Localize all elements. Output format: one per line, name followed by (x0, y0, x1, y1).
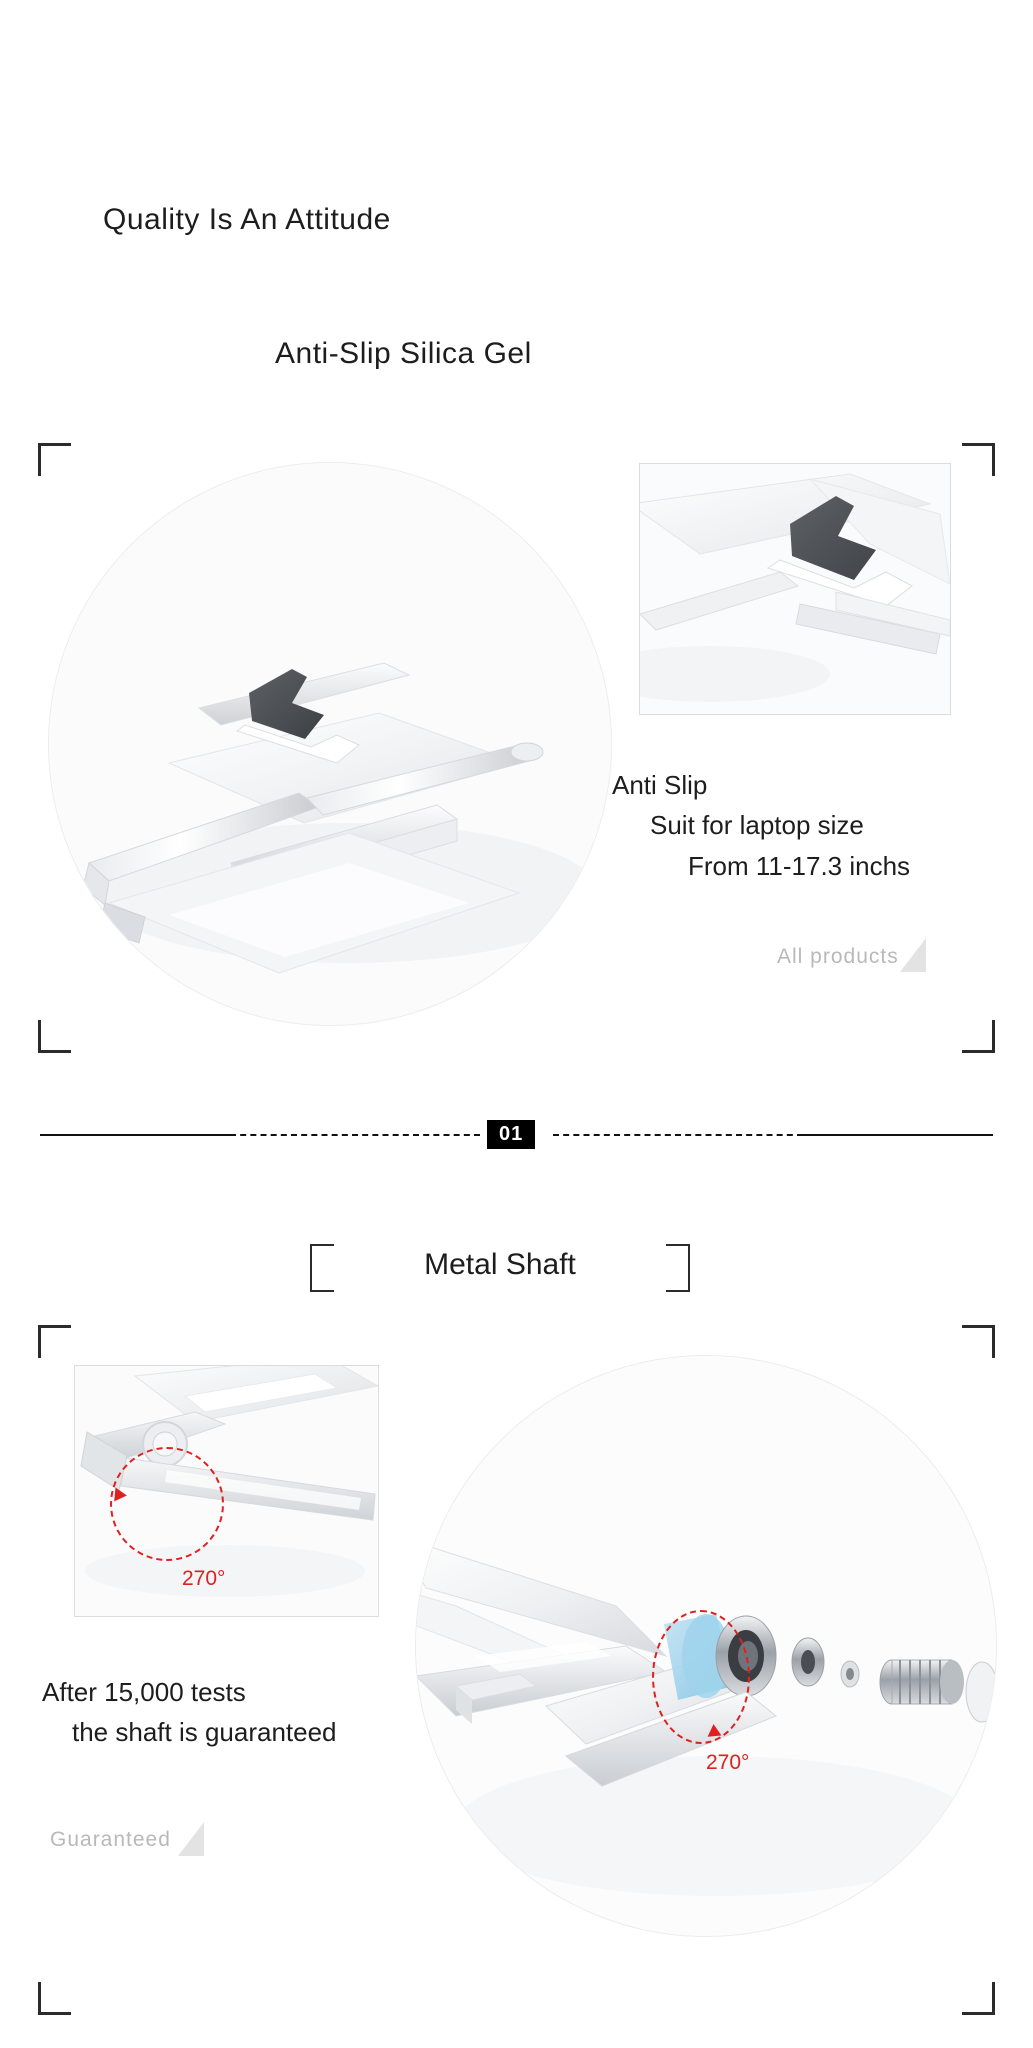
antislip-caption-line-2: Suit for laptop size (650, 810, 864, 841)
frame2-corner-top-right (962, 1325, 995, 1358)
antislip-caption (612, 765, 910, 886)
watermark-guaranteed: Guaranteed (50, 1828, 171, 1851)
frame-corner-bottom-right (962, 1020, 995, 1053)
shaft-caption-line-2: the shaft is guaranteed (72, 1717, 337, 1748)
antislip-inset-photo (639, 463, 951, 715)
antislip-caption-line-1: Anti Slip (612, 770, 708, 800)
laptop-stand-illustration (49, 463, 611, 1025)
divider-dash-right (553, 1134, 803, 1136)
angle-label-main: 270° (706, 1751, 750, 1774)
watermark-slash-icon-2 (178, 1822, 204, 1856)
shaft-caption-line-1: After 15,000 tests (42, 1677, 246, 1707)
divider-number-badge: 01 (487, 1120, 535, 1149)
frame-corner-top-right (962, 443, 995, 476)
watermark-all-products: All products (777, 945, 899, 968)
divider-dash-left (230, 1134, 480, 1136)
section-2-title-wrap (310, 1240, 690, 1300)
rotation-indicator-main (652, 1610, 750, 1744)
antislip-main-photo (48, 462, 612, 1026)
section-divider (40, 1120, 993, 1150)
frame2-corner-top-left (38, 1325, 71, 1358)
watermark-slash-icon-1 (900, 938, 926, 972)
antislip-caption-line-3: From 11-17.3 inchs (688, 850, 911, 881)
frame2-corner-bottom-left (38, 1982, 71, 2015)
frame2-corner-bottom-right (962, 1982, 995, 2015)
rotation-indicator-inset (110, 1447, 224, 1561)
divider-solid-left (40, 1134, 230, 1136)
shaft-caption (42, 1672, 337, 1753)
page-tagline: Quality Is An Attitude (103, 203, 391, 236)
section-1-title: Anti-Slip Silica Gel (275, 337, 532, 370)
divider-solid-right (803, 1134, 993, 1136)
section-2-title: Metal Shaft (424, 1248, 576, 1281)
antislip-pad-closeup-illustration (640, 464, 950, 714)
angle-label-inset: 270° (182, 1567, 226, 1590)
